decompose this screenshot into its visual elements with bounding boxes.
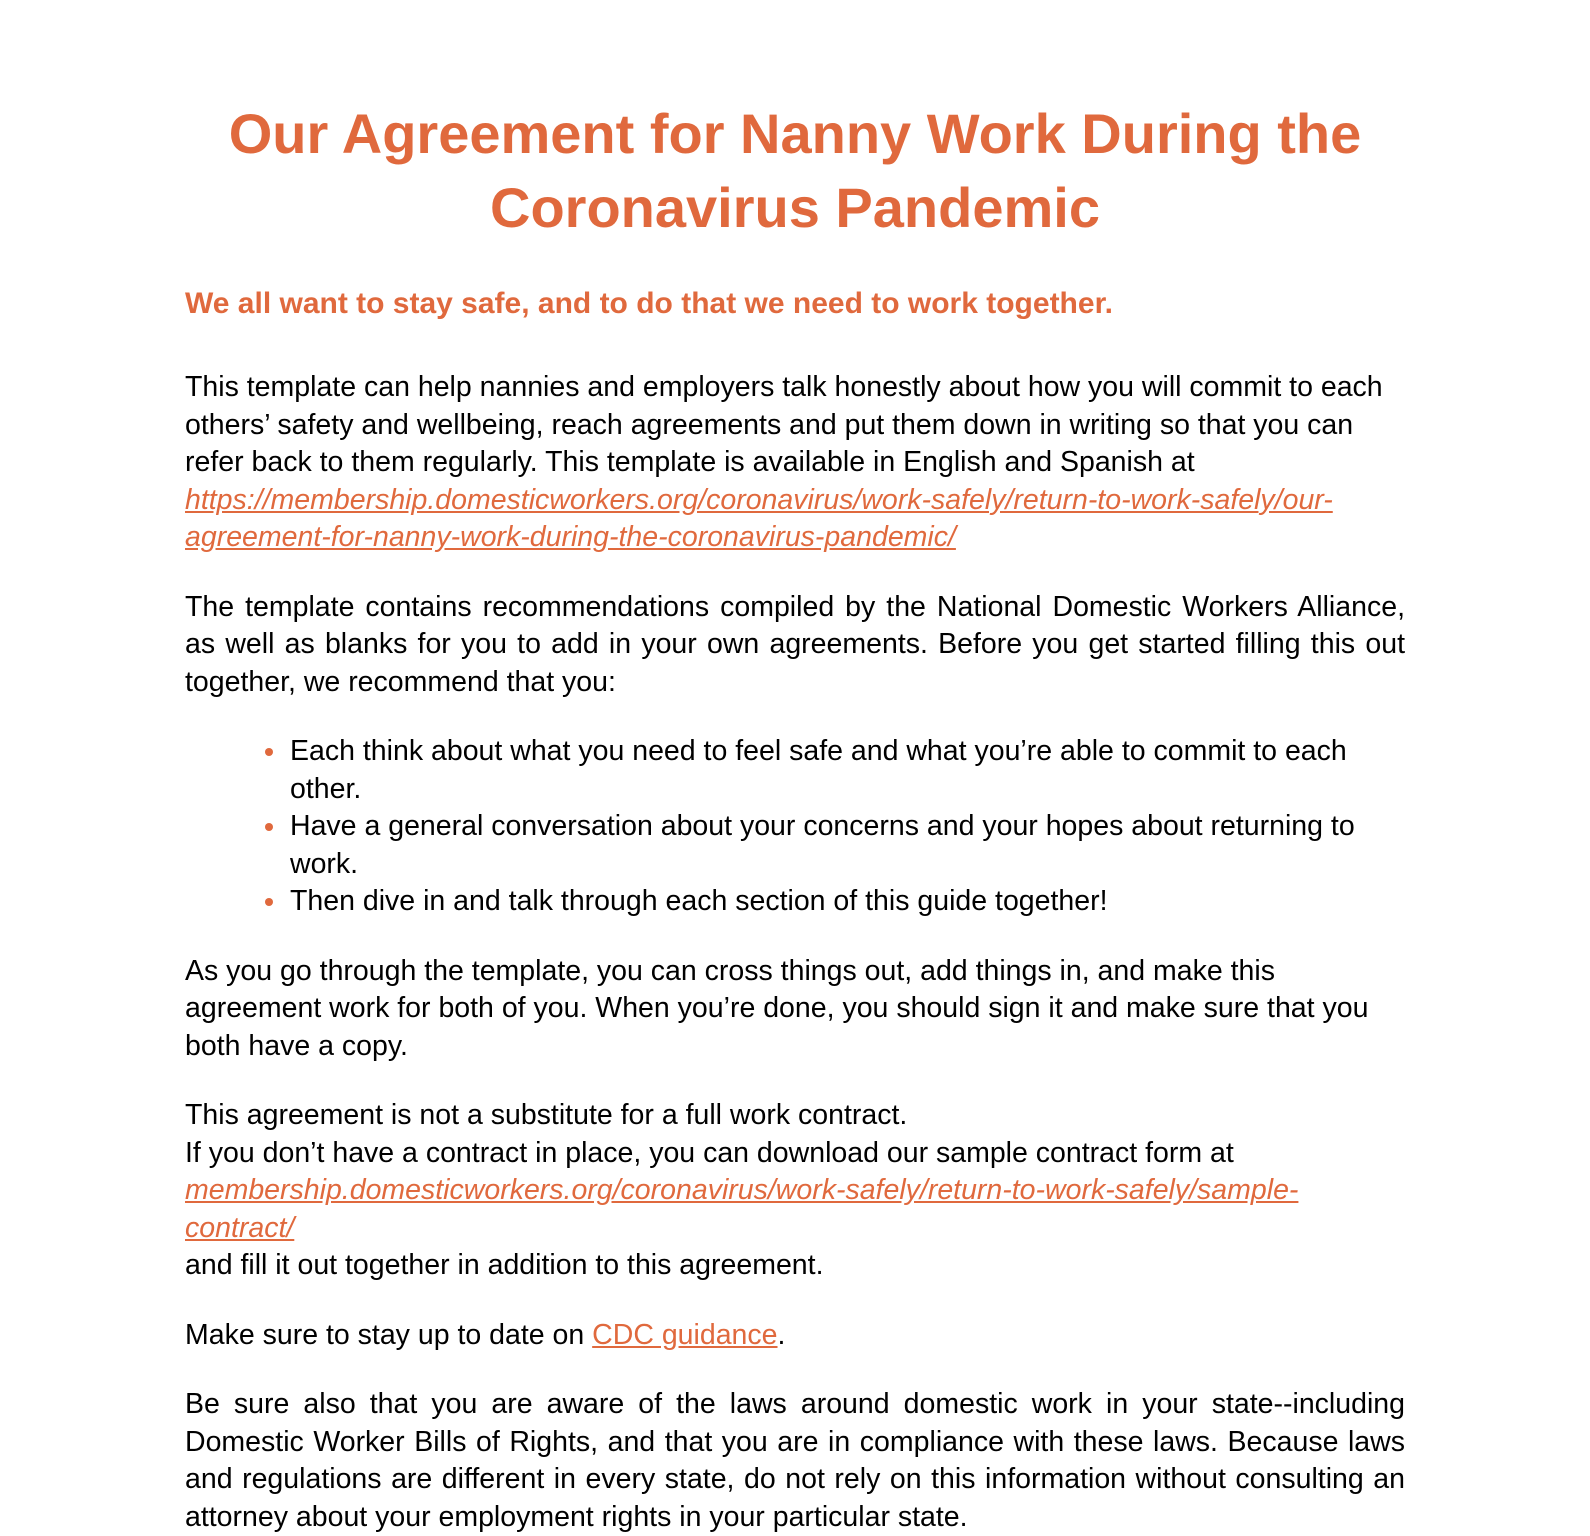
cdc-text: Make sure to stay up to date on [185, 1318, 593, 1351]
paragraph-contract [185, 1097, 1405, 1285]
paragraph-cdc [185, 1317, 1405, 1355]
paragraph-laws: Be sure also that you are aware of the laws around domestic work in your state--including Domestic Worker Bills of Rights, and that you are in compliance with these laws. Because laws and regulations are different in every state, do not rely on this information without consulting an attorney about your employment rights in your particular state. [185, 1388, 1405, 1533]
contract-line-3: and fill it out together in addition to this agreement. [185, 1249, 824, 1281]
document-subtitle: We all want to stay safe, and to do that we need to work together. [185, 287, 1113, 320]
contract-line-1: This agreement is not a substitute for a full work contract. [185, 1099, 908, 1131]
list-item: • Then dive in and talk through each section of this guide together! [288, 883, 1405, 921]
paragraph-crossout: As you go through the template, you can cross things out, add things in, and make this agreement work for both of you. When you’re done, you should sign it and make sure that you both have a copy. [185, 954, 1369, 1062]
list-item: • Have a general conversation about your concerns and your hopes about returning to work. [288, 808, 1405, 883]
intro-text: This template can help nannies and employers talk honestly about how you will commit to each others’ safety and wellbeing, reach agreements and put them down in writing so that you can refer back to them regularly. This template is available in English and Spanish at [185, 371, 1383, 478]
sample-contract-link[interactable]: membership.domesticworkers.org/coronavirus/work-safely/return-to-work-safely/sample-contract/ [185, 1174, 1299, 1244]
paragraph-recommendations-intro: The template contains recommendations compiled by the National Domestic Workers Alliance, as well as blanks for you to add in your own agreements. Before you get started filling this out together, we recommend that you: [185, 590, 1405, 698]
template-url-link[interactable]: https://membership.domesticworkers.org/coronavirus/work-safely/return-to-work-safely/our-agreement-for-nanny-work-during-the-coronavirus-pandemic/ [185, 483, 1333, 553]
cdc-guidance-link[interactable]: CDC guidance [592, 1318, 778, 1351]
contract-line-2: If you don’t have a contract in place, you can download our sample contract form at [185, 1136, 1234, 1169]
paragraph-intro [185, 369, 1405, 557]
recommendations-list [185, 733, 1405, 921]
list-item: • Each think about what you need to feel safe and what you’re able to commit to each other. [288, 733, 1405, 808]
document-content [185, 97, 1405, 1536]
cdc-period: . [777, 1318, 786, 1351]
document-title: Our Agreement for Nanny Work During the Coronavirus Pandemic [228, 102, 1362, 239]
